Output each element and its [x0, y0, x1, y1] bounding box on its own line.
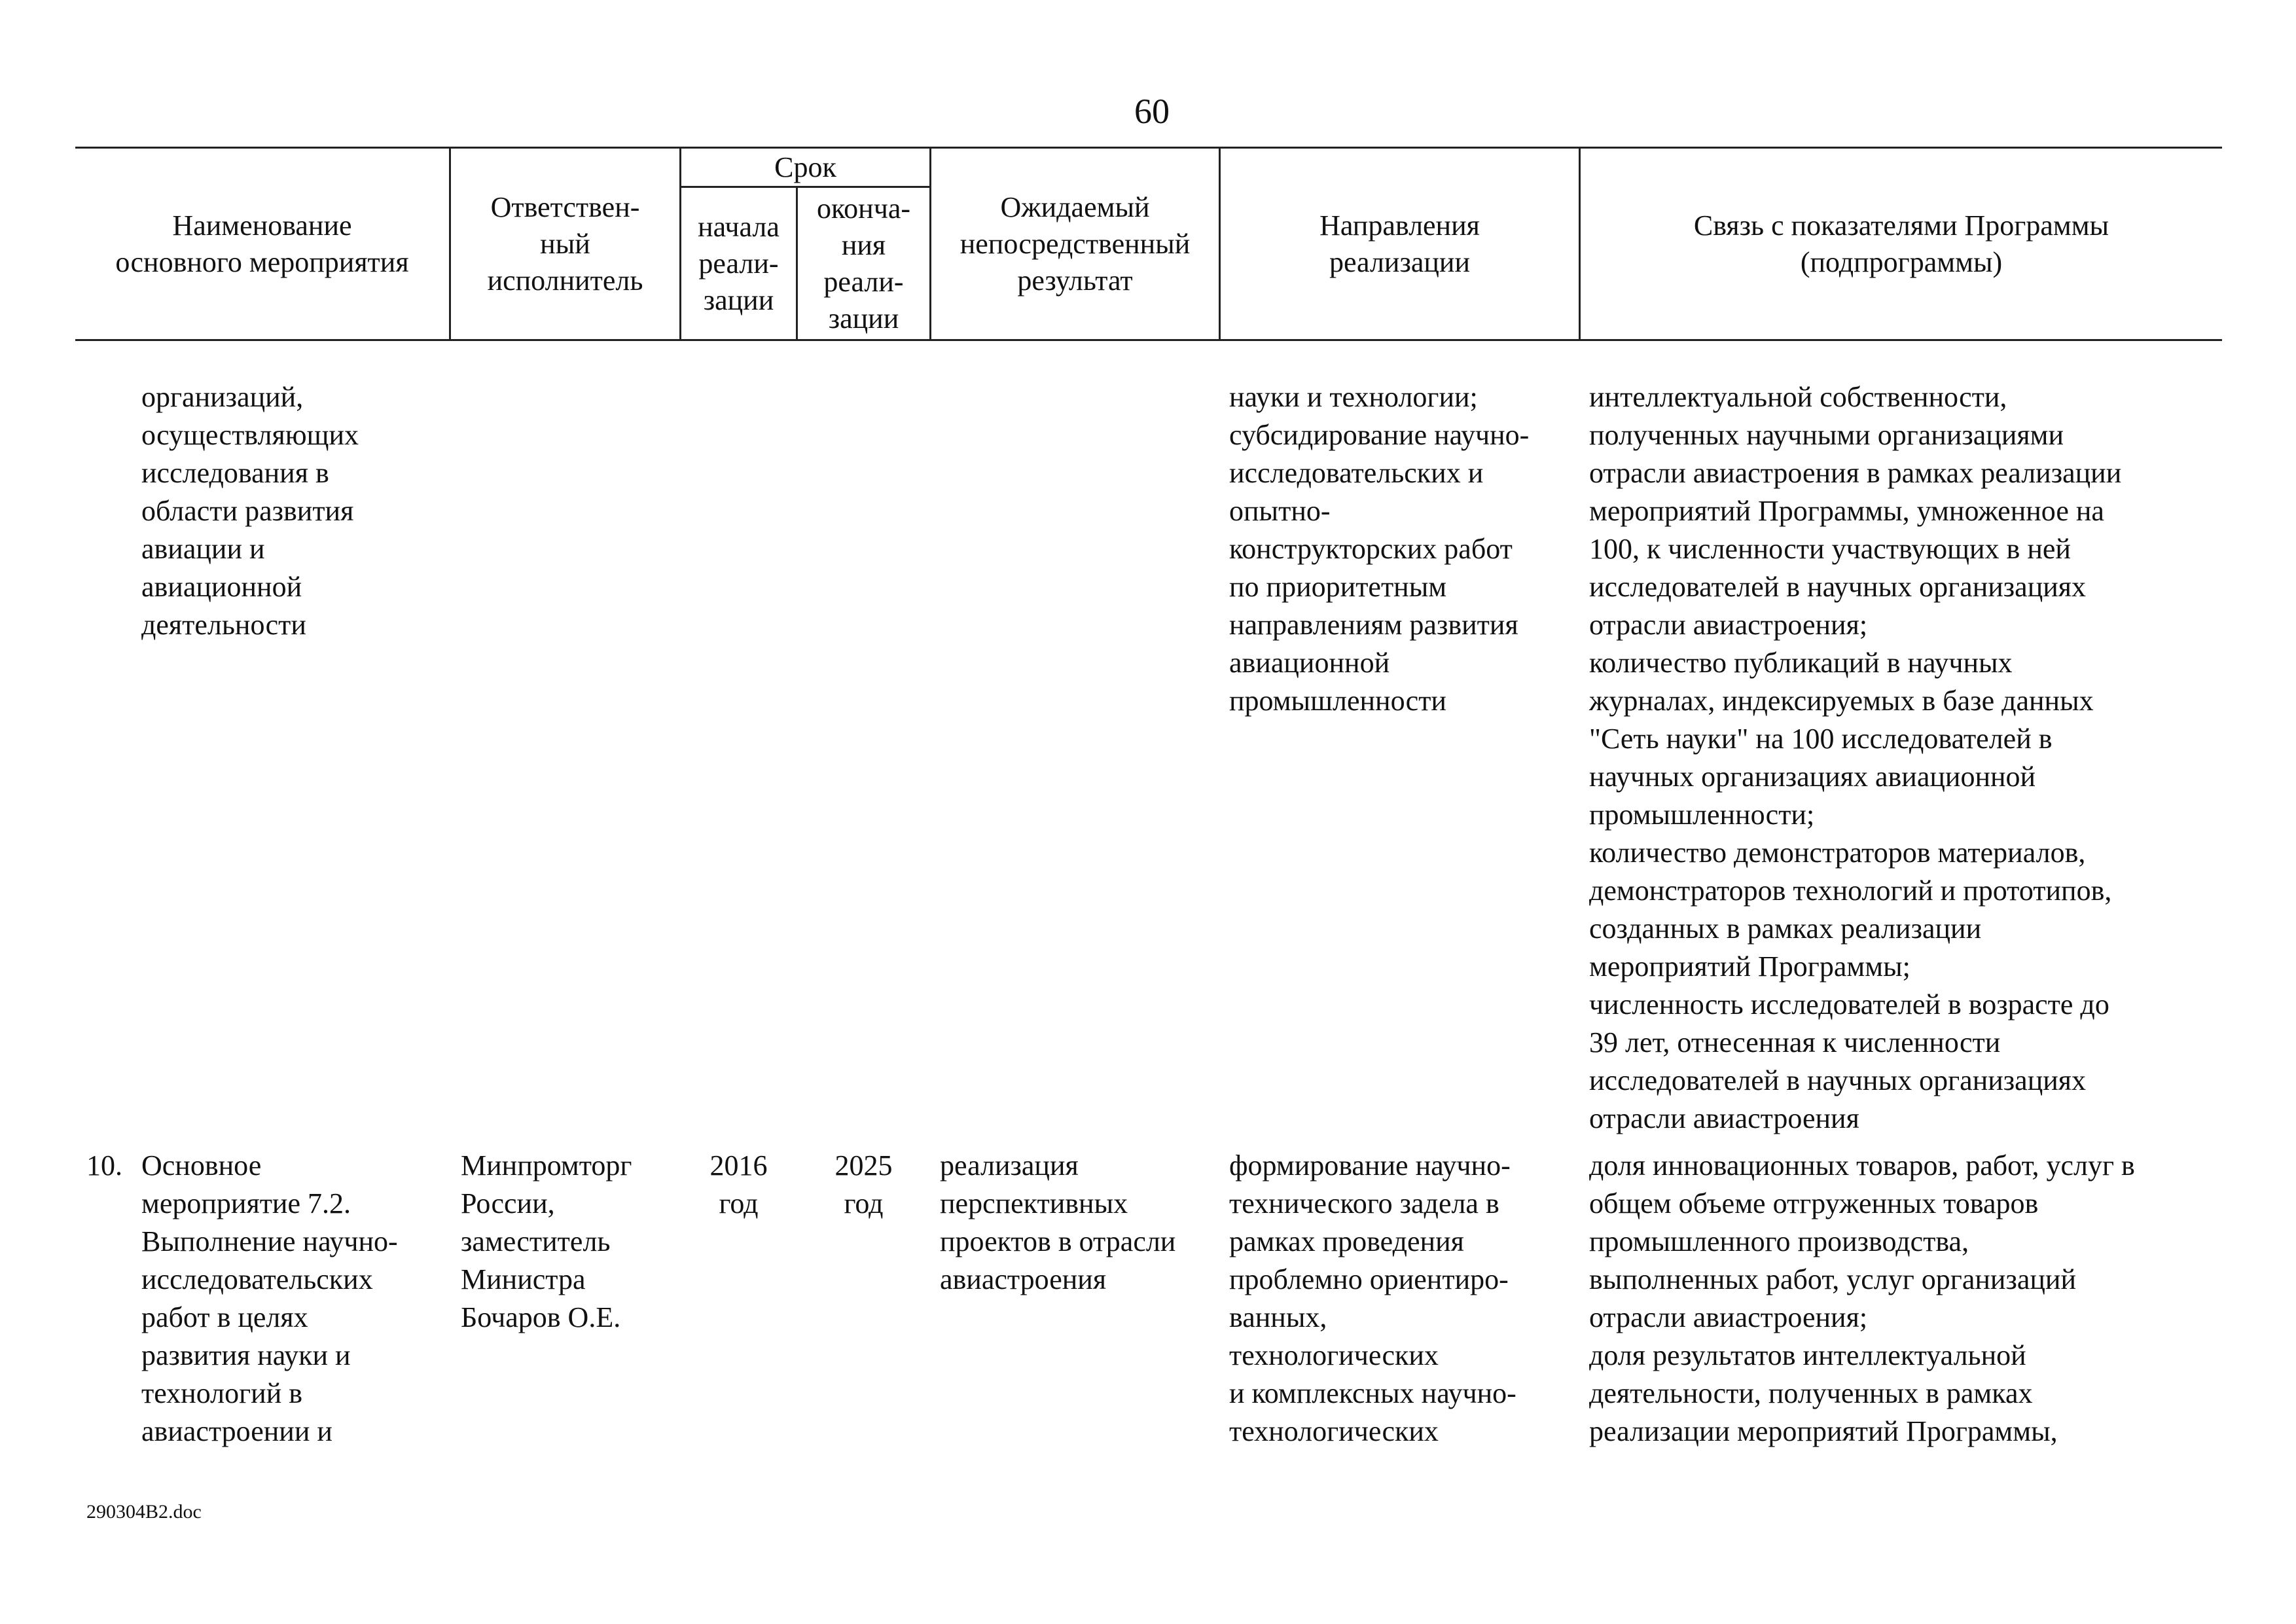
continuation-link-cell: интеллектуальной собственности, полученных научными организациями отрасли авиастроения в рамках реализации мероприятий Программы, умноженное на 100, к численности участвующих в ней исследователей в научных организациях отрасли авиастроения; количество публикаций в научных журналах, индексируемых в базе данных "Сеть науки" на 100 исследователей в научных организациях авиационной промышленности; количество демонстраторов материалов, демонстраторов технологий и прототипов, созданных в рамках реализации мероприятий Программы; численность исследователей в возрасте до 39 лет, отнесенная к численности исследователей в научных организациях отрасли авиастроения — [1589, 381, 2122, 1134]
header-col-result: Ожидаемый непосредственный результат — [960, 190, 1191, 297]
page-number: 60 — [1134, 92, 1170, 131]
row-end-cell: 2025 год — [834, 1149, 893, 1219]
header-col-term: Срок — [774, 151, 836, 183]
header-col-executor: Ответствен- ный исполнитель — [487, 190, 643, 297]
row-name-cell: Основное мероприятие 7.2. Выполнение научно- исследовательских работ в целях развития науки и технологий в авиастроении и — [141, 1149, 398, 1447]
header-col-directions: Направления реализации — [1319, 209, 1480, 278]
row-link-cell: доля инновационных товаров, работ, услуг в общем объеме отгруженных товаров промышленного производства, выполненных работ, услуг организаций отрасли авиастроения; доля результатов интеллектуальной деятельности, полученных в рамках реализации мероприятий Программы, — [1589, 1149, 2135, 1447]
row-start-cell: 2016 год — [709, 1149, 768, 1219]
header-col-end: оконча- ния реали- зации — [817, 192, 910, 334]
row-directions-cell: формирование научно- технического задела в рамках проведения проблемно ориентиро- ванных, технологических и комплексных научно- технологических — [1229, 1149, 1516, 1447]
continuation-directions-cell: науки и технологии; субсидирование научно- исследовательских и опытно- конструкторских работ по приоритетным направлениям развития авиационной промышленности — [1229, 381, 1530, 717]
row-number: 10. — [86, 1149, 122, 1182]
header-col-name: Наименование основного мероприятия — [115, 209, 409, 278]
document-footer: 290304В2.doc — [86, 1501, 202, 1523]
header-col-link: Связь с показателями Программы (подпрограммы) — [1693, 209, 2109, 278]
header-col-start: начала реали- зации — [698, 210, 780, 316]
continuation-name-cell: организаций, осуществляющих исследования в области развития авиации и авиационной деятельности — [141, 381, 359, 641]
header-bottom-rule — [75, 339, 2222, 341]
row-result-cell: реализация перспективных проектов в отрасли авиастроения — [940, 1149, 1176, 1295]
row-executor-cell: Минпромторг России, заместитель Министра Бочаров О.Е. — [461, 1149, 632, 1333]
